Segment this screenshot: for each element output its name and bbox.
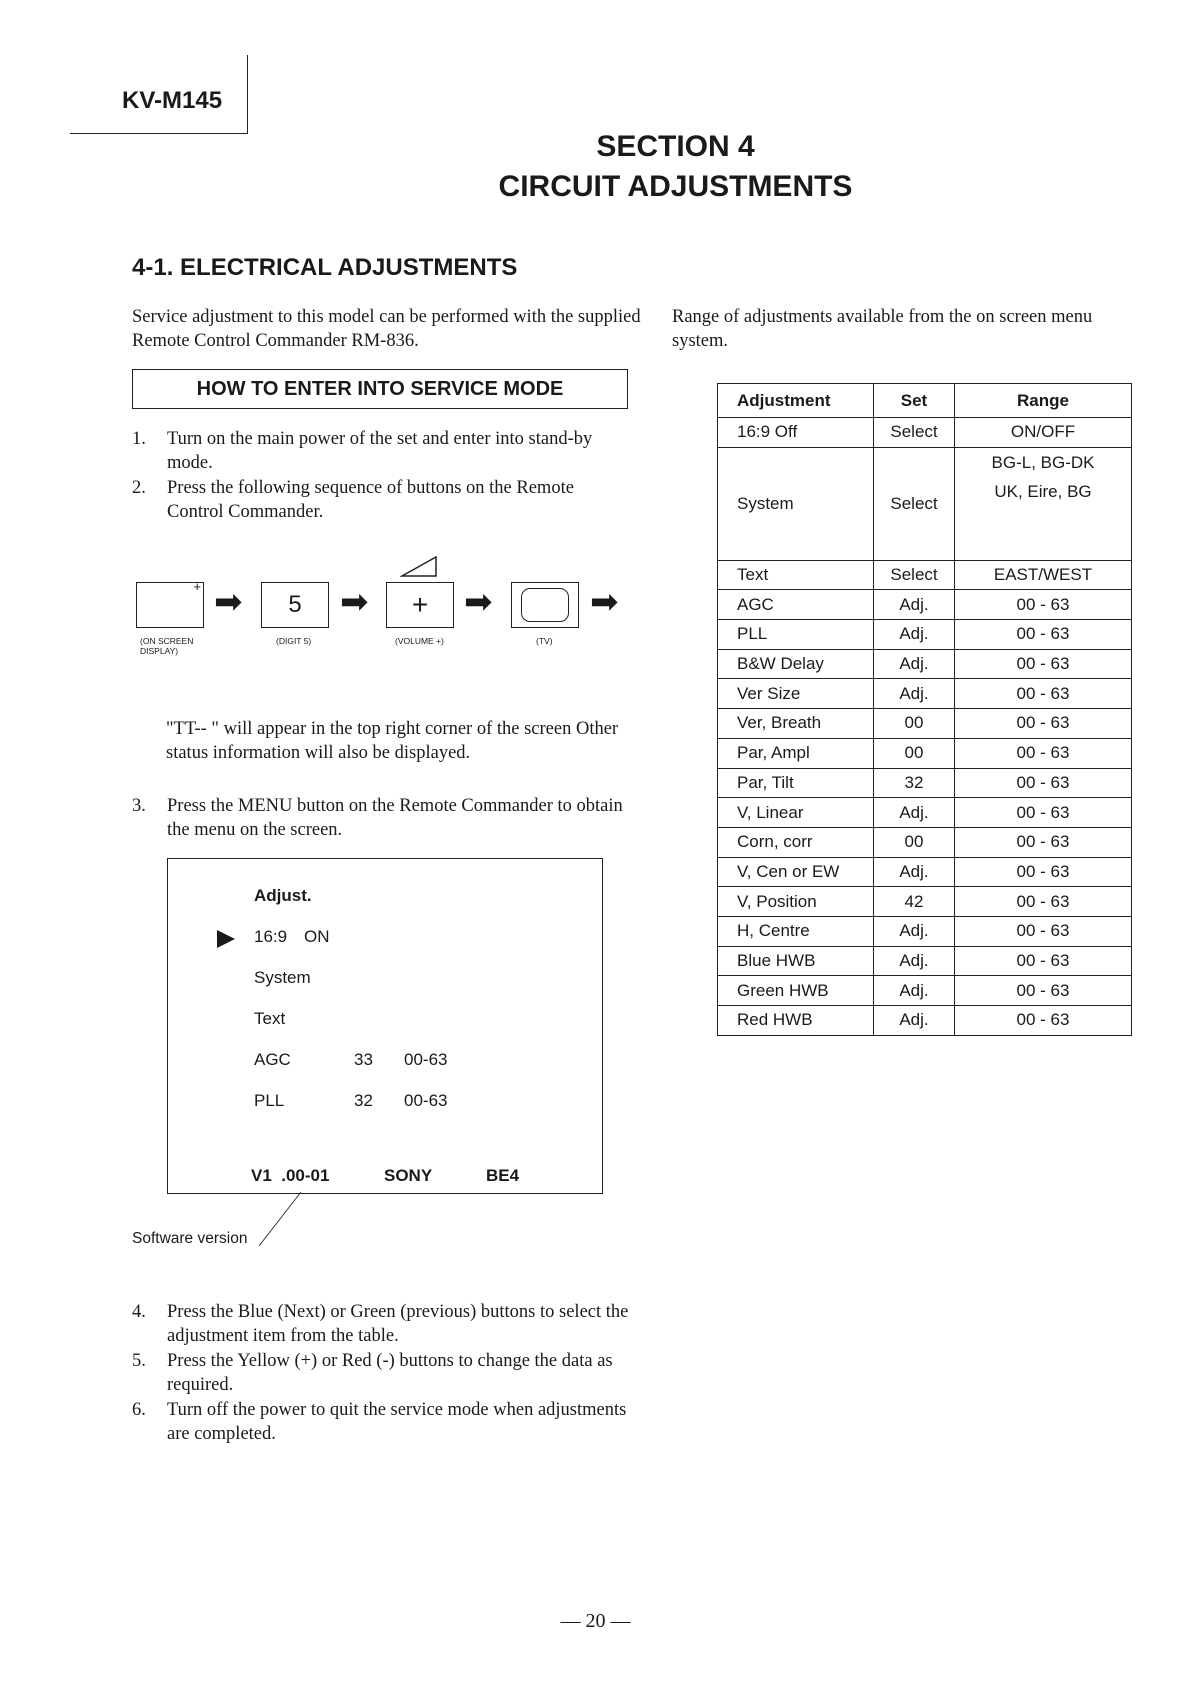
menu-item-value: 33 xyxy=(354,1050,373,1069)
intro-paragraph: Service adjustment to this model can be performed with the supplied Remote Control Commander RM-836. xyxy=(132,307,641,351)
column-header: Range xyxy=(955,384,1132,418)
table-row: Green HWB Adj. 00 - 63 xyxy=(718,976,1132,1006)
volume-plus-button: + xyxy=(386,582,454,628)
button-caption: (VOLUME +) xyxy=(395,636,444,646)
table-row: Text Select EAST/WEST xyxy=(718,560,1132,590)
menu-model-code: BE4 xyxy=(486,1166,520,1185)
model-number: KV-M145 xyxy=(122,87,223,114)
table-row: V, Linear Adj. 00 - 63 xyxy=(718,798,1132,828)
range-intro-paragraph: Range of adjustments available from the on screen menu system. xyxy=(672,307,1093,351)
tv-screen-icon xyxy=(521,588,569,622)
section-title: CIRCUIT ADJUSTMENTS xyxy=(498,170,853,203)
table-row: System Select BG-L, BG-DK UK, Eire, BG xyxy=(718,447,1132,560)
callout-leader-line xyxy=(255,1190,305,1250)
selection-pointer-icon xyxy=(216,929,236,949)
step-item: 4. Press the Blue (Next) or Green (previous) buttons to select the adjustment item from the table. xyxy=(132,1302,629,1346)
step-item: 3. Press the MENU button on the Remote Commander to obtain the menu on the screen. xyxy=(132,796,623,840)
table-row: B&W Delay Adj. 00 - 63 xyxy=(718,649,1132,679)
service-menu-screen xyxy=(167,858,603,1194)
menu-item-range: 00-63 xyxy=(404,1050,448,1069)
service-mode-heading: HOW TO ENTER INTO SERVICE MODE xyxy=(132,369,628,409)
menu-title: Adjust. xyxy=(254,886,312,905)
menu-item-label: System xyxy=(254,968,311,987)
table-row: Blue HWB Adj. 00 - 63 xyxy=(718,946,1132,976)
arrow-right-icon: ➡ xyxy=(340,584,369,621)
arrow-right-icon: ➡ xyxy=(464,584,493,621)
steps-list-c xyxy=(132,1300,642,1447)
digit-5-button: 5 xyxy=(261,582,329,628)
tt-note: "TT-- " will appear in the top right corner of the screen Other status information will also be displayed. xyxy=(166,719,619,763)
header-divider-vertical xyxy=(247,55,248,133)
menu-item-value: ON xyxy=(304,927,330,946)
table-row: V, Cen or EW Adj. 00 - 63 xyxy=(718,857,1132,887)
arrow-right-icon: ➡ xyxy=(214,584,243,621)
menu-item-label: PLL xyxy=(254,1091,285,1110)
software-version-label: Software version xyxy=(132,1230,248,1247)
table-row: H, Centre Adj. 00 - 63 xyxy=(718,916,1132,946)
table-row: Corn, corr 00 00 - 63 xyxy=(718,827,1132,857)
volume-icon xyxy=(400,554,440,580)
tv-button xyxy=(511,582,579,628)
menu-item-label: Text xyxy=(254,1009,286,1028)
table-row: AGC Adj. 00 - 63 xyxy=(718,590,1132,620)
table-header-row xyxy=(718,384,1132,418)
menu-item-value: 32 xyxy=(354,1091,373,1110)
range-line: UK, Eire, BG xyxy=(994,481,1092,501)
menu-brand: SONY xyxy=(384,1166,433,1185)
step-item: 2. Press the following sequence of buttons on the Remote Control Commander. xyxy=(132,478,574,522)
table-row: Ver Size Adj. 00 - 63 xyxy=(718,679,1132,709)
table-row: Red HWB Adj. 00 - 63 xyxy=(718,1006,1132,1036)
arrow-right-icon: ➡ xyxy=(590,584,619,621)
on-screen-display-button xyxy=(136,579,204,628)
steps-list-a xyxy=(132,427,632,525)
table-row: Ver, Breath 00 00 - 63 xyxy=(718,709,1132,739)
menu-software-version: V1 .00-01 xyxy=(251,1166,330,1185)
table-row: Par, Tilt 32 00 - 63 xyxy=(718,768,1132,798)
button-caption: (TV) xyxy=(536,636,553,646)
step-item: 5. Press the Yellow (+) or Red (-) buttons to change the data as required. xyxy=(132,1351,613,1395)
adjustment-table xyxy=(717,383,1132,1036)
steps-list-b xyxy=(132,794,632,843)
step-item: 6. Turn off the power to quit the service mode when adjustments are completed. xyxy=(132,1400,627,1444)
button-caption: (ON SCREEN DISPLAY) xyxy=(140,636,194,656)
range-line: BG-L, BG-DK xyxy=(991,452,1095,472)
menu-item-label: 16:9 xyxy=(254,927,288,946)
subsection-title: 4-1. ELECTRICAL ADJUSTMENTS xyxy=(132,254,518,281)
plus-mark-icon: + xyxy=(193,579,201,594)
section-number: SECTION 4 xyxy=(596,130,755,163)
table-row: 16:9 Off Select ON/OFF xyxy=(718,418,1132,448)
table-row: PLL Adj. 00 - 63 xyxy=(718,620,1132,650)
button-caption: (DIGIT 5) xyxy=(276,636,312,646)
table-row: Par, Ampl 00 00 - 63 xyxy=(718,738,1132,768)
column-header: Set xyxy=(874,384,955,418)
menu-item-range: 00-63 xyxy=(404,1091,448,1110)
menu-item-label: AGC xyxy=(254,1050,291,1069)
step-item: 1. Turn on the main power of the set and enter into stand-by mode. xyxy=(132,429,593,473)
page-number: — 20 — xyxy=(560,1610,631,1632)
table-row: V, Position 42 00 - 63 xyxy=(718,887,1132,917)
column-header: Adjustment xyxy=(718,384,874,418)
